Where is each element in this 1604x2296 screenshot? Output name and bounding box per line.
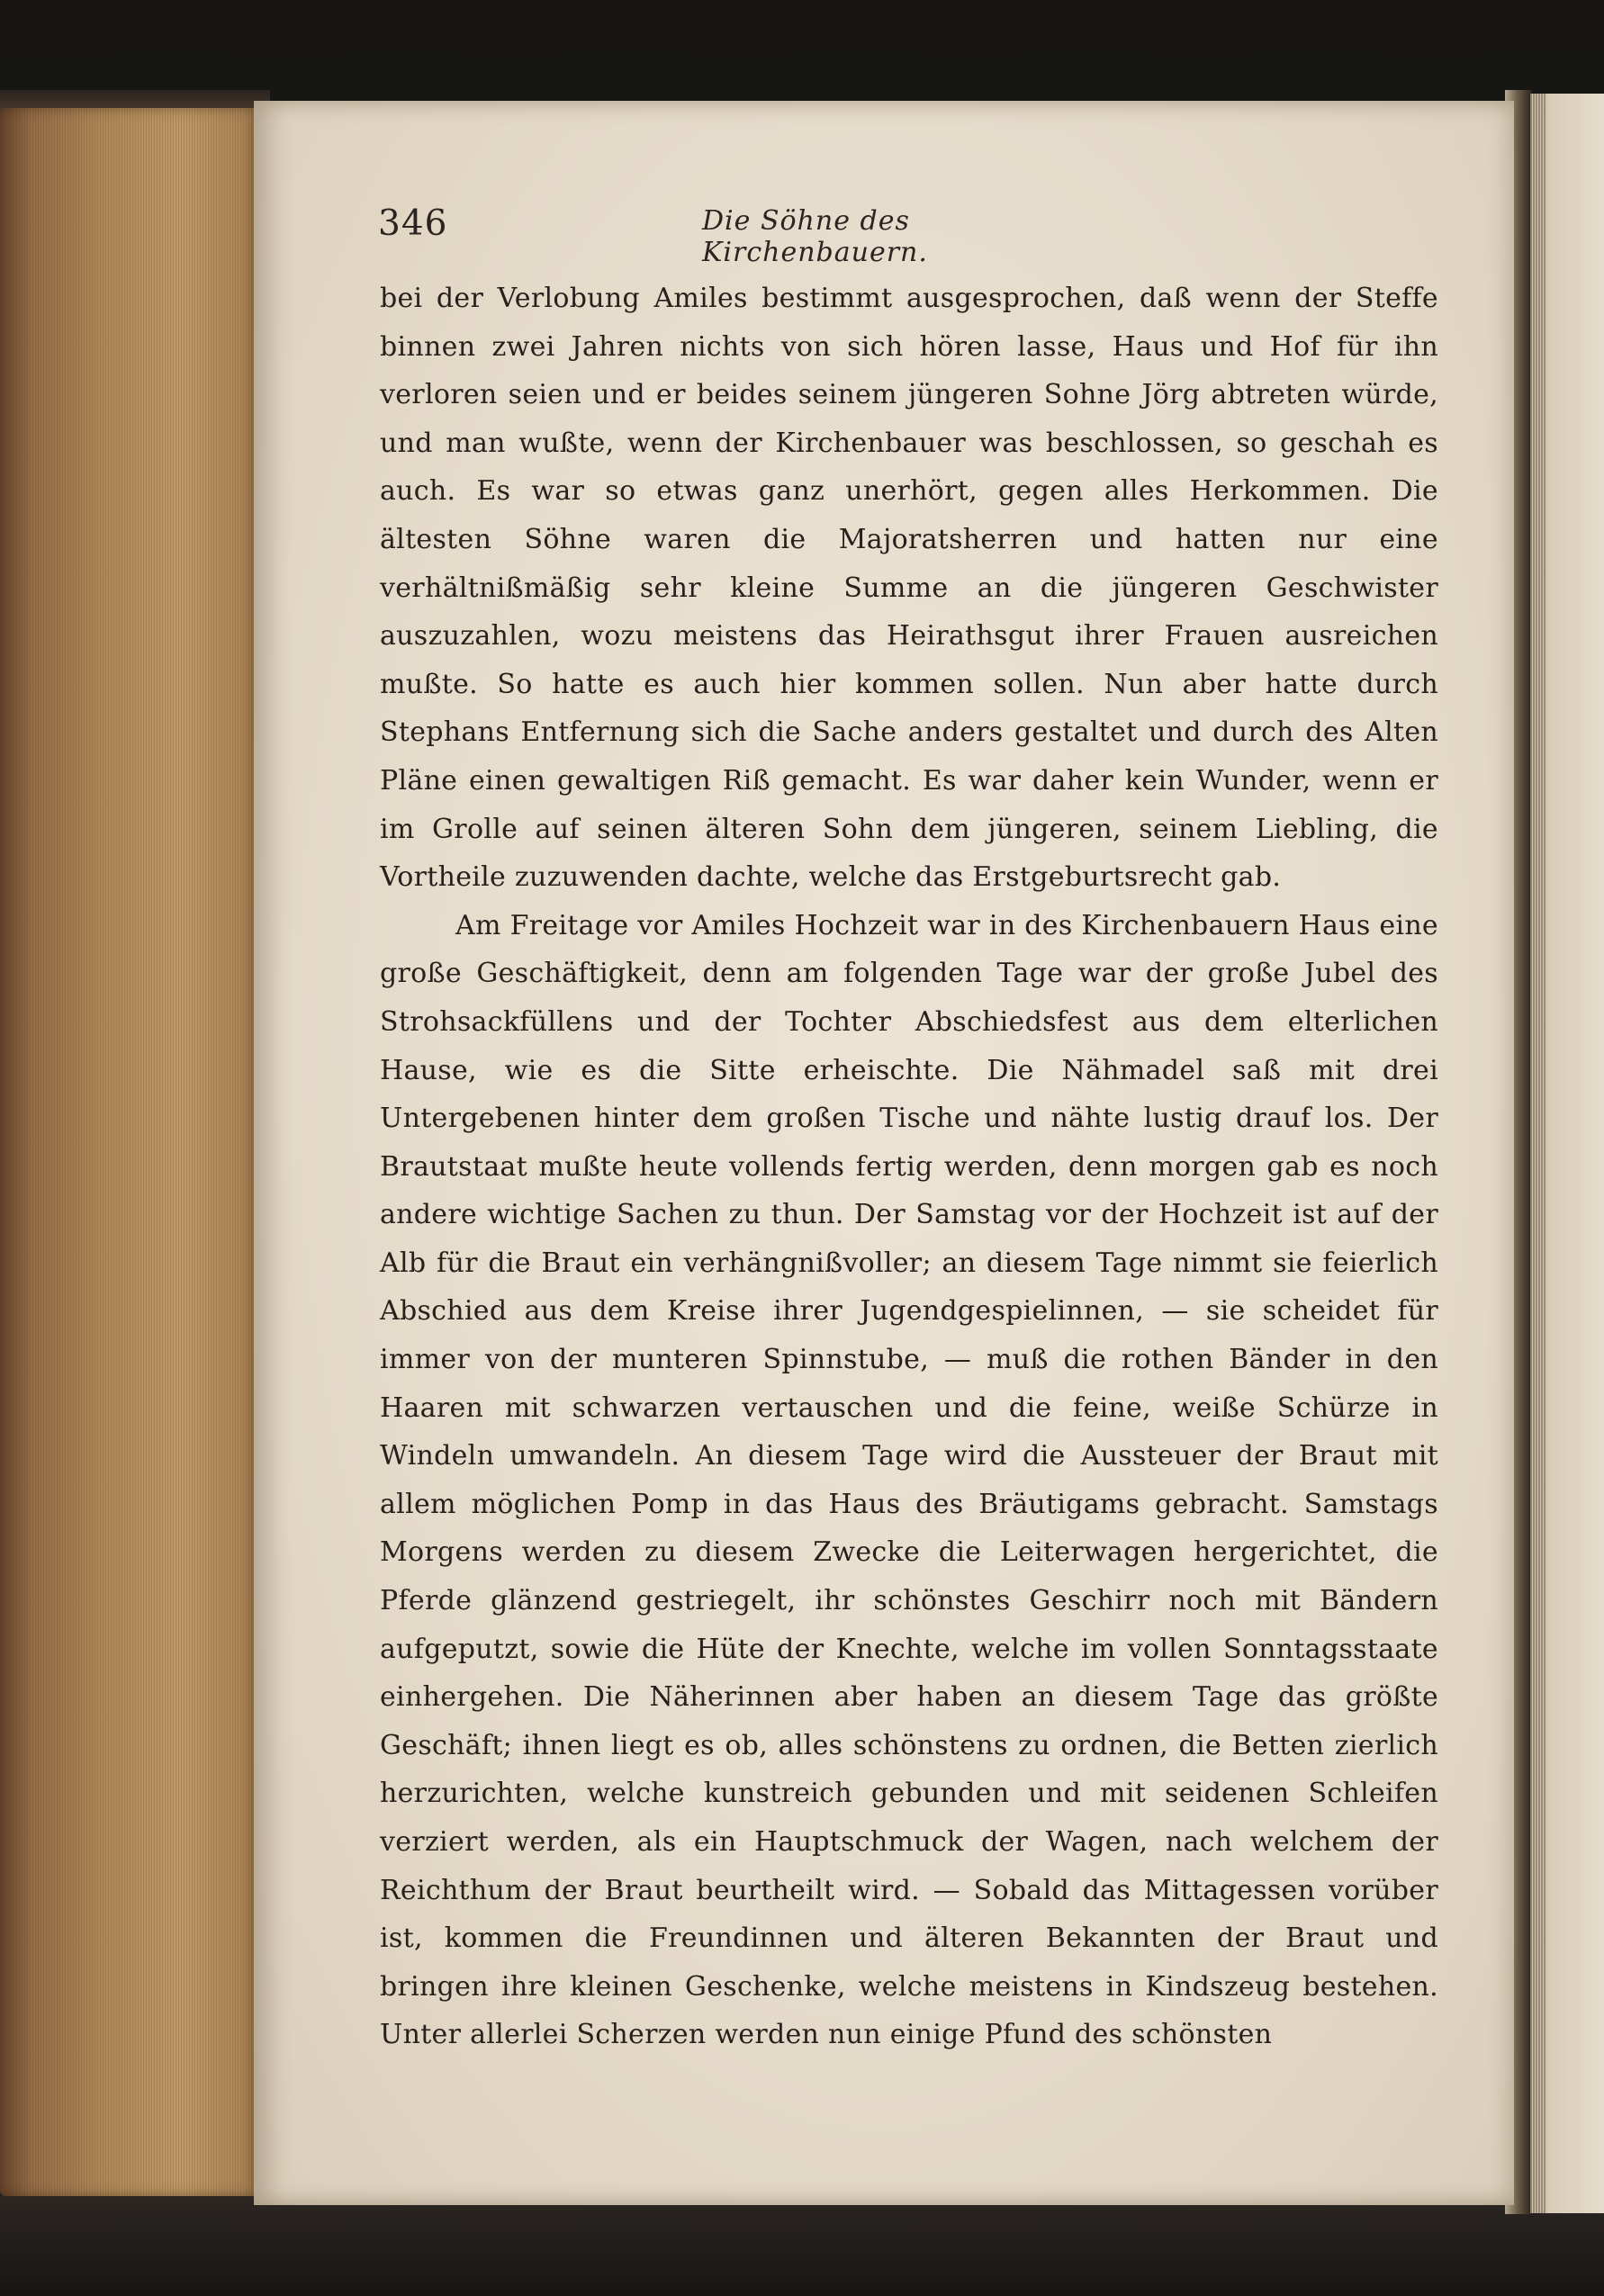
facing-page-edges bbox=[1532, 94, 1546, 2213]
paragraph: Am Freitage vor Amiles Hochzeit war in des Kirchenbauern Haus eine große Geschäftigkeit, denn am folgenden Tage war der große Jubel des Strohsackfüllens und der Tochter Abschiedsfest aus dem elterlichen Hause, wie es die Sitte erheischte. Die Nähmadel saß mit drei Untergebenen hinter dem großen Tische und nähte lustig drauf los. Der Brautstaat mußte heute vollends fertig werden, denn morgen gab es noch andere wichtige Sachen zu thun. Der Samstag vor der Hochzeit ist auf der Alb für die Braut ein verhängnißvoller; an diesem Tage nimmt sie feierlich Abschied aus dem Kreise ihrer Jugendgespielinnen, — sie scheidet für immer von der munteren Spinnstube, — muß die rothen Bänder in den Haaren mit schwarzen vertauschen und die feine, weiße Schürze in Windeln umwandeln. An diesem Tage wird die Aussteuer der Braut mit allem möglichen Pomp in das Haus des Bräutigams gebracht. Samstags Morgens werden zu diesem Zwecke die Leiterwagen hergerichtet, die Pferde glänzend gestriegelt, ihr schönstes Geschirr noch mit Bändern aufgeputzt, sowie die Hüte der Knechte, welche im vollen Sonntagsstaate einhergehen. Die Näherinnen aber haben an diesem Tage das größte Geschäft; ihnen liegt es ob, alles schönstens zu ordnen, die Betten zierlich herzurichten, welche kunstreich gebunden und mit seidenen Schleifen verziert werden, als ein Hauptschmuck der Wagen, nach welchem der Reichthum der Braut beurtheilt wird. — Sobald das Mittagessen vorüber ist, kommen die Freundinnen und älteren Bekannten der Braut und bringen ihre kleinen Geschenke, welche meistens in Kindszeug bestehen. Unter allerlei Scherzen werden nun einige Pfund des schönsten bbox=[380, 909, 1438, 2051]
body-text bbox=[380, 275, 1438, 2059]
scan-bottom-shadow bbox=[0, 2196, 1604, 2296]
book-page-edges bbox=[0, 108, 261, 2196]
paragraph: bei der Verlobung Amiles bestimmt ausgesprochen, daß wenn der Steffe binnen zwei Jahren nichts von sich hören lasse, Haus und Hof für ihn verloren seien und er beides seinem jüngeren Sohne Jörg abtreten würde, und man wußte, wenn der Kirchenbauer was beschlossen, so geschah es auch. Es war so etwas ganz unerhört, gegen alles Herkommen. Die ältesten Söhne waren die Majoratsherren und hatten nur eine verhältnißmäßig sehr kleine Summe an die jüngeren Geschwister auszuzahlen, wozu meistens das Heirathsgut ihrer Frauen ausreichen mußte. So hatte es auch hier kommen sollen. Nun aber hatte durch Stephans Entfernung sich die Sache anders gestaltet und durch des Alten Pläne einen gewaltigen Riß gemacht. Es war daher kein Wunder, wenn er im Grolle auf seinen älteren Sohn dem jüngeren, seinem Liebling, die Vortheile zuzuwenden dachte, welche das Erstgeburtsrecht gab. bbox=[380, 283, 1438, 894]
running-head bbox=[378, 200, 1107, 268]
page-number: 346 bbox=[378, 203, 448, 244]
running-title: Die Söhne des Kirchenbauern. bbox=[702, 205, 928, 268]
